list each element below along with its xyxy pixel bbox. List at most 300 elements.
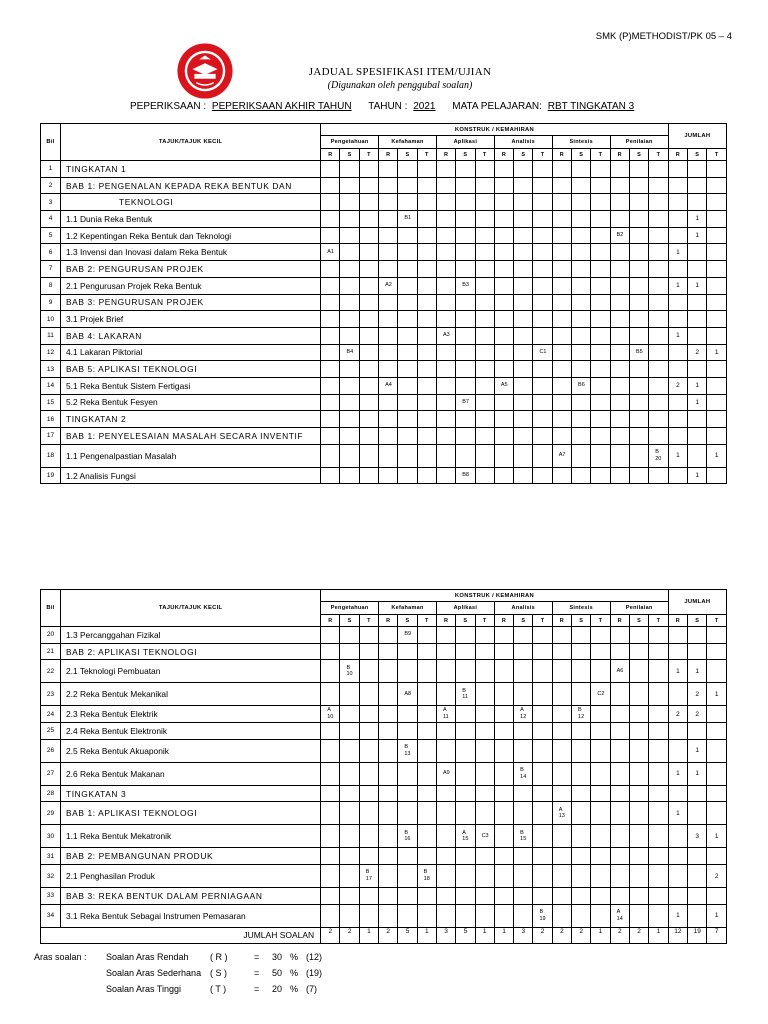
aras-code: ( T ) (210, 984, 227, 994)
total-value: 1 (649, 927, 669, 943)
grid-cell (456, 377, 475, 394)
grid-cell (629, 177, 648, 194)
rst-header: R (668, 149, 687, 161)
item-code: B 15 (514, 825, 533, 848)
grid-cell (456, 643, 475, 660)
grid-cell (649, 411, 669, 428)
grid-cell (629, 194, 648, 211)
grid-cell (436, 643, 455, 660)
grid-cell (591, 762, 610, 785)
rst-header: S (340, 615, 359, 627)
jumlah-cell: 1 (707, 344, 727, 361)
grid-cell (475, 294, 494, 311)
table-row (41, 762, 727, 785)
grid-cell (379, 467, 398, 484)
grid-cell (417, 848, 436, 865)
aras-name: Soalan Aras Tinggi (106, 984, 182, 994)
table-row (41, 706, 727, 723)
grid-cell (417, 802, 436, 825)
grid-cell (533, 762, 552, 785)
item-code: C1 (533, 344, 552, 361)
row-topic: BAB 3: PENGURUSAN PROJEK (61, 294, 321, 311)
item-code: A 13 (552, 802, 571, 825)
total-jumlah: 12 (668, 927, 687, 943)
item-code: A3 (436, 327, 455, 344)
jumlah-cell: 1 (668, 327, 687, 344)
grid-cell (494, 739, 513, 762)
grid-cell (379, 261, 398, 278)
grid-cell (610, 277, 629, 294)
row-topic: BAB 1: APLIKASI TEKNOLOGI (61, 802, 321, 825)
grid-cell (398, 785, 417, 802)
jumlah-header: JUMLAH (668, 590, 726, 615)
grid-cell (533, 227, 552, 244)
grid-cell (417, 467, 436, 484)
grid-cell (533, 865, 552, 888)
row-number: 22 (41, 660, 61, 683)
grid-cell (649, 327, 669, 344)
grid-cell (649, 467, 669, 484)
row-topic: 4.1 Lakaran Piktorial (61, 344, 321, 361)
grid-cell (475, 394, 494, 411)
jumlah-cell (688, 161, 707, 178)
jumlah-cell (707, 194, 727, 211)
row-topic: BAB 1: PENYELESAIAN MASALAH SECARA INVENTIF (61, 428, 321, 445)
grid-cell (610, 244, 629, 261)
grid-cell (475, 739, 494, 762)
row-topic: 1.2 Kepentingan Reka Bentuk dan Teknologi (61, 227, 321, 244)
row-topic: 1.1 Dunia Reka Bentuk (61, 211, 321, 228)
grid-cell (417, 723, 436, 740)
jumlah-header: JUMLAH (668, 124, 726, 149)
item-code: B 20 (649, 444, 669, 467)
grid-cell (572, 785, 591, 802)
jumlah-cell (688, 194, 707, 211)
item-code: A 11 (436, 706, 455, 723)
row-number: 19 (41, 467, 61, 484)
grid-cell (533, 428, 552, 445)
grid-cell (436, 723, 455, 740)
grid-cell (572, 888, 591, 905)
grid-cell (610, 361, 629, 378)
grid-cell (494, 444, 513, 467)
grid-cell (321, 177, 340, 194)
grid-cell (649, 361, 669, 378)
grid-cell (514, 785, 533, 802)
grid-cell (649, 865, 669, 888)
table-row (41, 848, 727, 865)
grid-cell (379, 785, 398, 802)
grid-cell (591, 428, 610, 445)
grid-cell (514, 848, 533, 865)
table-row (41, 344, 727, 361)
grid-cell (552, 411, 571, 428)
grid-cell (649, 227, 669, 244)
grid-cell (359, 311, 378, 328)
aras-percent: 20 (272, 984, 283, 994)
grid-cell (359, 327, 378, 344)
grid-cell (417, 428, 436, 445)
row-number: 5 (41, 227, 61, 244)
grid-cell (340, 411, 359, 428)
grid-cell (398, 865, 417, 888)
exam-meta (130, 101, 648, 112)
jumlah-cell (688, 802, 707, 825)
jumlah-cell (707, 261, 727, 278)
grid-cell (610, 161, 629, 178)
item-code: B 13 (398, 739, 417, 762)
grid-cell (340, 261, 359, 278)
grid-cell (436, 683, 455, 706)
grid-cell (359, 706, 378, 723)
grid-cell (610, 377, 629, 394)
row-number: 15 (41, 394, 61, 411)
grid-cell (572, 627, 591, 644)
row-topic: TINGKATAN 2 (61, 411, 321, 428)
spec-table-1 (40, 123, 727, 484)
rst-header: T (475, 149, 494, 161)
grid-cell (649, 294, 669, 311)
grid-cell (649, 428, 669, 445)
row-number: 4 (41, 211, 61, 228)
total-value: 1 (359, 927, 378, 943)
grid-cell (359, 394, 378, 411)
grid-cell (514, 327, 533, 344)
grid-cell (398, 194, 417, 211)
grid-cell (417, 194, 436, 211)
grid-cell (572, 244, 591, 261)
aras-count: (12) (306, 952, 323, 962)
grid-cell (379, 444, 398, 467)
grid-cell (533, 683, 552, 706)
jumlah-cell: 1 (688, 227, 707, 244)
grid-cell (379, 244, 398, 261)
aras-row (34, 952, 346, 968)
grid-cell (610, 683, 629, 706)
grid-cell (610, 194, 629, 211)
table-row (41, 825, 727, 848)
grid-cell (591, 194, 610, 211)
grid-cell (610, 428, 629, 445)
grid-cell (533, 706, 552, 723)
grid-cell (494, 762, 513, 785)
item-code: A2 (379, 277, 398, 294)
row-topic: 2.2 Reka Bentuk Mekanikal (61, 683, 321, 706)
item-code: A5 (494, 377, 513, 394)
table-row (41, 683, 727, 706)
grid-cell (379, 394, 398, 411)
grid-cell (456, 194, 475, 211)
document-title: JADUAL SPESIFIKASI ITEM/UJIAN (308, 66, 492, 78)
aras-code: ( S ) (210, 968, 227, 978)
grid-cell (436, 211, 455, 228)
grid-cell (359, 888, 378, 905)
grid-cell (436, 739, 455, 762)
grid-cell (591, 848, 610, 865)
grid-cell (436, 848, 455, 865)
rst-header: S (340, 149, 359, 161)
grid-cell (591, 227, 610, 244)
item-code: B8 (456, 467, 475, 484)
grid-cell (436, 161, 455, 178)
table-row (41, 444, 727, 467)
grid-cell (533, 361, 552, 378)
jumlah-cell (668, 211, 687, 228)
grid-cell (629, 227, 648, 244)
grid-cell (359, 428, 378, 445)
total-value: 3 (514, 927, 533, 943)
grid-cell (494, 683, 513, 706)
row-number: 9 (41, 294, 61, 311)
grid-cell (494, 194, 513, 211)
grid-cell (533, 411, 552, 428)
grid-cell (552, 825, 571, 848)
grid-cell (514, 394, 533, 411)
grid-cell (629, 904, 648, 927)
grid-cell (340, 361, 359, 378)
grid-cell (572, 904, 591, 927)
item-code: B 11 (456, 683, 475, 706)
grid-cell (610, 627, 629, 644)
item-code: B9 (398, 627, 417, 644)
grid-cell (436, 785, 455, 802)
grid-cell (321, 344, 340, 361)
grid-cell (629, 261, 648, 278)
aras-count: (19) (306, 968, 323, 978)
grid-cell (340, 643, 359, 660)
jumlah-cell (668, 161, 687, 178)
grid-cell (340, 467, 359, 484)
konstruk-header: KONSTRUK / KEMAHIRAN (321, 124, 669, 136)
grid-cell (417, 739, 436, 762)
jumlah-soalan-label: JUMLAH SOALAN (41, 927, 321, 943)
jumlah-cell: 1 (668, 802, 687, 825)
grid-cell (591, 865, 610, 888)
grid-cell (629, 627, 648, 644)
grid-cell (417, 244, 436, 261)
grid-cell (533, 294, 552, 311)
grid-cell (359, 904, 378, 927)
jumlah-cell (707, 327, 727, 344)
grid-cell (572, 394, 591, 411)
jumlah-cell (688, 294, 707, 311)
row-number: 14 (41, 377, 61, 394)
jumlah-cell (688, 643, 707, 660)
jumlah-cell (668, 888, 687, 905)
grid-cell (629, 762, 648, 785)
grid-cell (475, 904, 494, 927)
grid-cell (591, 825, 610, 848)
grid-cell (572, 194, 591, 211)
grid-cell (398, 660, 417, 683)
grid-cell (321, 467, 340, 484)
grid-cell (436, 904, 455, 927)
grid-cell (591, 294, 610, 311)
grid-cell (359, 177, 378, 194)
jumlah-cell: 1 (688, 377, 707, 394)
grid-cell (610, 344, 629, 361)
grid-cell (321, 327, 340, 344)
jumlah-cell: 1 (668, 762, 687, 785)
rst-header: T (359, 149, 378, 161)
jumlah-cell (668, 467, 687, 484)
grid-cell (649, 627, 669, 644)
grid-cell (649, 277, 669, 294)
grid-cell (591, 904, 610, 927)
grid-cell (572, 294, 591, 311)
grid-cell (321, 848, 340, 865)
total-value: 2 (629, 927, 648, 943)
group-header: Analisis (494, 602, 552, 615)
grid-cell (514, 888, 533, 905)
grid-cell (340, 888, 359, 905)
jumlah-cell (707, 277, 727, 294)
aras-name: Soalan Aras Sederhana (106, 968, 202, 978)
grid-cell (572, 161, 591, 178)
grid-cell (321, 444, 340, 467)
rst-header: S (572, 149, 591, 161)
row-number: 23 (41, 683, 61, 706)
jumlah-cell: 2 (668, 706, 687, 723)
grid-cell (514, 177, 533, 194)
item-code: B 16 (398, 825, 417, 848)
rst-header: S (514, 149, 533, 161)
grid-cell (533, 327, 552, 344)
item-code: B3 (456, 277, 475, 294)
grid-cell (340, 627, 359, 644)
grid-cell (591, 411, 610, 428)
grid-cell (572, 739, 591, 762)
grid-cell (552, 277, 571, 294)
row-topic: 2.1 Penghasilan Produk (61, 865, 321, 888)
grid-cell (629, 723, 648, 740)
jumlah-cell (707, 161, 727, 178)
rst-header: T (707, 615, 727, 627)
jumlah-cell (707, 848, 727, 865)
grid-cell (591, 344, 610, 361)
item-code: B 19 (533, 904, 552, 927)
grid-cell (533, 802, 552, 825)
grid-cell (398, 344, 417, 361)
grid-cell (379, 660, 398, 683)
grid-cell (610, 865, 629, 888)
grid-cell (629, 394, 648, 411)
rst-header: S (688, 149, 707, 161)
row-topic: 2.3 Reka Bentuk Elektrik (61, 706, 321, 723)
grid-cell (572, 444, 591, 467)
jumlah-cell (707, 177, 727, 194)
grid-cell (552, 161, 571, 178)
grid-cell (591, 311, 610, 328)
mata-pelajaran-label: MATA PELAJARAN: (452, 101, 542, 112)
aras-row (34, 968, 346, 984)
grid-cell (417, 394, 436, 411)
item-code: B1 (398, 211, 417, 228)
grid-cell (379, 848, 398, 865)
grid-cell (514, 361, 533, 378)
grid-cell (649, 161, 669, 178)
row-number: 3 (41, 194, 61, 211)
grid-cell (340, 394, 359, 411)
jumlah-cell (707, 467, 727, 484)
grid-cell (629, 825, 648, 848)
grid-cell (456, 344, 475, 361)
grid-cell (340, 177, 359, 194)
grid-cell (456, 723, 475, 740)
grid-cell (591, 327, 610, 344)
grid-cell (649, 888, 669, 905)
jumlah-cell (688, 627, 707, 644)
total-value: 2 (321, 927, 340, 943)
jumlah-cell (668, 194, 687, 211)
grid-cell (398, 904, 417, 927)
item-code: C3 (475, 825, 494, 848)
grid-cell (610, 802, 629, 825)
grid-cell (649, 848, 669, 865)
grid-cell (340, 865, 359, 888)
item-code: A6 (610, 660, 629, 683)
grid-cell (456, 428, 475, 445)
grid-cell (552, 467, 571, 484)
jumlah-cell (668, 848, 687, 865)
grid-cell (514, 294, 533, 311)
grid-cell (629, 643, 648, 660)
document-subtitle: (Digunakan oleh penggubal soalan) (327, 80, 473, 91)
grid-cell (436, 261, 455, 278)
aras-label (34, 968, 106, 984)
jumlah-cell: 1 (688, 762, 707, 785)
grid-cell (552, 294, 571, 311)
grid-cell (417, 361, 436, 378)
grid-cell (436, 377, 455, 394)
grid-cell (417, 177, 436, 194)
row-number: 28 (41, 785, 61, 802)
jumlah-cell (688, 244, 707, 261)
rst-header: R (379, 615, 398, 627)
group-header: Analisis (494, 136, 552, 149)
grid-cell (533, 643, 552, 660)
grid-cell (417, 762, 436, 785)
tahun-value: 2021 (413, 101, 436, 112)
row-number: 17 (41, 428, 61, 445)
grid-cell (552, 865, 571, 888)
table-row (41, 377, 727, 394)
grid-cell (475, 361, 494, 378)
grid-cell (359, 161, 378, 178)
grid-cell (475, 311, 494, 328)
item-code: A9 (436, 762, 455, 785)
table-row (41, 865, 727, 888)
aras-percent-sign: % (290, 984, 299, 994)
grid-cell (629, 739, 648, 762)
grid-cell (552, 627, 571, 644)
group-header: Kefahaman (379, 602, 437, 615)
grid-cell (321, 683, 340, 706)
aras-label: Aras soalan : (34, 952, 87, 962)
grid-cell (610, 723, 629, 740)
mata-pelajaran-value: RBT TINGKATAN 3 (547, 101, 635, 112)
group-header: Sintesis (552, 136, 610, 149)
grid-cell (475, 444, 494, 467)
grid-cell (649, 244, 669, 261)
grid-cell (340, 327, 359, 344)
jumlah-cell (707, 244, 727, 261)
row-topic: BAB 4: LAKARAN (61, 327, 321, 344)
rst-header: R (321, 149, 340, 161)
grid-cell (591, 627, 610, 644)
grid-cell (436, 277, 455, 294)
rst-header: R (668, 615, 687, 627)
